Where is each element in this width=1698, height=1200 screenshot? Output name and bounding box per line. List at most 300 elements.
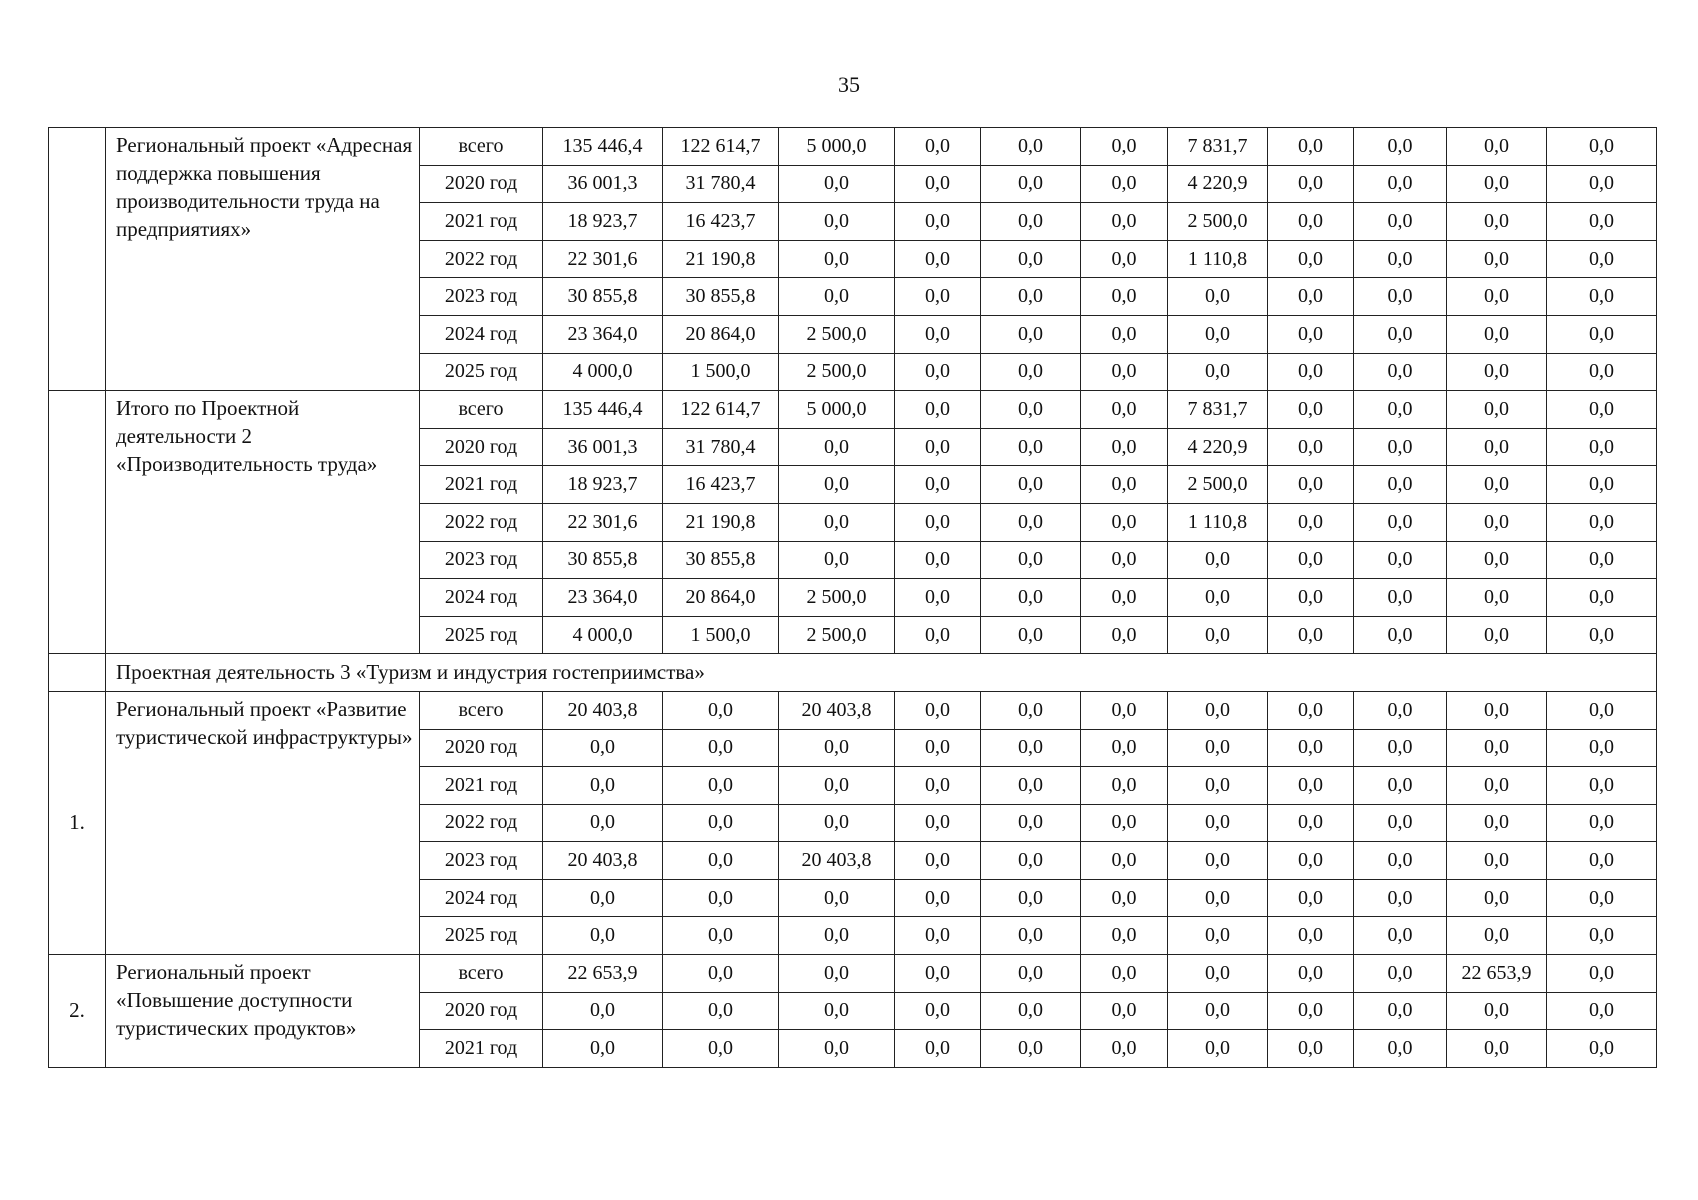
section-row bbox=[49, 654, 1657, 692]
value-cell: 0,0 bbox=[1168, 955, 1268, 993]
value-cell: 0,0 bbox=[779, 240, 895, 278]
value-cell: 0,0 bbox=[543, 992, 663, 1030]
value-cell: 0,0 bbox=[1081, 391, 1168, 429]
period-cell: всего bbox=[420, 128, 543, 166]
value-cell: 0,0 bbox=[981, 1030, 1081, 1068]
value-cell: 0,0 bbox=[1354, 917, 1447, 955]
value-cell: 0,0 bbox=[981, 691, 1081, 729]
value-cell: 0,0 bbox=[981, 729, 1081, 767]
project-name-cell: Региональный проект «Адресная поддержка повышения производительности труда на предприятиях» bbox=[106, 128, 420, 391]
value-cell: 0,0 bbox=[1547, 616, 1657, 654]
value-cell: 4 220,9 bbox=[1168, 428, 1268, 466]
period-cell: 2023 год bbox=[420, 278, 543, 316]
row-number-cell: 2. bbox=[49, 955, 106, 1068]
period-cell: 2021 год bbox=[420, 767, 543, 805]
value-cell: 0,0 bbox=[1354, 804, 1447, 842]
value-cell: 0,0 bbox=[1268, 503, 1354, 541]
value-cell: 23 364,0 bbox=[543, 315, 663, 353]
value-cell: 0,0 bbox=[779, 541, 895, 579]
value-cell: 0,0 bbox=[779, 203, 895, 241]
value-cell: 0,0 bbox=[895, 315, 981, 353]
value-cell: 0,0 bbox=[1547, 992, 1657, 1030]
value-cell: 0,0 bbox=[1547, 353, 1657, 391]
value-cell: 0,0 bbox=[1168, 691, 1268, 729]
value-cell: 0,0 bbox=[895, 804, 981, 842]
value-cell: 0,0 bbox=[1547, 128, 1657, 166]
value-cell: 0,0 bbox=[895, 466, 981, 504]
value-cell: 0,0 bbox=[1547, 1030, 1657, 1068]
value-cell: 0,0 bbox=[981, 203, 1081, 241]
value-cell: 0,0 bbox=[1447, 1030, 1547, 1068]
value-cell: 31 780,4 bbox=[663, 165, 779, 203]
value-cell: 0,0 bbox=[1547, 767, 1657, 805]
value-cell: 4 000,0 bbox=[543, 616, 663, 654]
value-cell: 0,0 bbox=[1354, 466, 1447, 504]
value-cell: 0,0 bbox=[1081, 767, 1168, 805]
period-cell: 2025 год bbox=[420, 353, 543, 391]
value-cell: 0,0 bbox=[1081, 278, 1168, 316]
value-cell: 0,0 bbox=[663, 917, 779, 955]
value-cell: 0,0 bbox=[1354, 616, 1447, 654]
value-cell: 0,0 bbox=[1354, 353, 1447, 391]
table-row bbox=[49, 955, 1657, 993]
value-cell: 0,0 bbox=[1447, 128, 1547, 166]
value-cell: 0,0 bbox=[895, 128, 981, 166]
value-cell: 0,0 bbox=[779, 992, 895, 1030]
period-cell: 2024 год bbox=[420, 579, 543, 617]
value-cell: 5 000,0 bbox=[779, 128, 895, 166]
value-cell: 0,0 bbox=[895, 842, 981, 880]
value-cell: 0,0 bbox=[1081, 842, 1168, 880]
value-cell: 0,0 bbox=[1447, 579, 1547, 617]
period-cell: всего bbox=[420, 691, 543, 729]
value-cell: 0,0 bbox=[779, 503, 895, 541]
row-number-cell: 1. bbox=[49, 691, 106, 954]
value-cell: 18 923,7 bbox=[543, 203, 663, 241]
value-cell: 0,0 bbox=[1354, 729, 1447, 767]
value-cell: 20 403,8 bbox=[779, 842, 895, 880]
value-cell: 2 500,0 bbox=[779, 579, 895, 617]
value-cell: 0,0 bbox=[543, 729, 663, 767]
value-cell: 0,0 bbox=[1168, 315, 1268, 353]
value-cell: 0,0 bbox=[1081, 203, 1168, 241]
value-cell: 0,0 bbox=[1268, 428, 1354, 466]
value-cell: 0,0 bbox=[543, 1030, 663, 1068]
value-cell: 0,0 bbox=[543, 917, 663, 955]
value-cell: 31 780,4 bbox=[663, 428, 779, 466]
value-cell: 0,0 bbox=[981, 503, 1081, 541]
value-cell: 0,0 bbox=[663, 767, 779, 805]
period-cell: всего bbox=[420, 955, 543, 993]
value-cell: 0,0 bbox=[1081, 804, 1168, 842]
value-cell: 0,0 bbox=[1268, 804, 1354, 842]
value-cell: 0,0 bbox=[895, 503, 981, 541]
value-cell: 0,0 bbox=[1547, 203, 1657, 241]
value-cell: 36 001,3 bbox=[543, 165, 663, 203]
value-cell: 0,0 bbox=[981, 767, 1081, 805]
value-cell: 0,0 bbox=[981, 240, 1081, 278]
value-cell: 122 614,7 bbox=[663, 391, 779, 429]
value-cell: 0,0 bbox=[1354, 203, 1447, 241]
value-cell: 0,0 bbox=[779, 917, 895, 955]
value-cell: 0,0 bbox=[981, 466, 1081, 504]
value-cell: 0,0 bbox=[1447, 315, 1547, 353]
value-cell: 0,0 bbox=[663, 729, 779, 767]
value-cell: 0,0 bbox=[895, 353, 981, 391]
value-cell: 0,0 bbox=[1081, 165, 1168, 203]
value-cell: 0,0 bbox=[895, 767, 981, 805]
value-cell: 0,0 bbox=[981, 428, 1081, 466]
period-cell: 2024 год bbox=[420, 879, 543, 917]
value-cell: 0,0 bbox=[1547, 804, 1657, 842]
value-cell: 0,0 bbox=[1081, 992, 1168, 1030]
value-cell: 0,0 bbox=[779, 466, 895, 504]
value-cell: 0,0 bbox=[1268, 541, 1354, 579]
value-cell: 0,0 bbox=[1547, 541, 1657, 579]
table-row bbox=[49, 391, 1657, 429]
value-cell: 0,0 bbox=[779, 804, 895, 842]
value-cell: 0,0 bbox=[895, 917, 981, 955]
value-cell: 0,0 bbox=[1547, 428, 1657, 466]
value-cell: 0,0 bbox=[1268, 203, 1354, 241]
value-cell: 22 301,6 bbox=[543, 503, 663, 541]
value-cell: 0,0 bbox=[1081, 579, 1168, 617]
value-cell: 0,0 bbox=[895, 391, 981, 429]
value-cell: 0,0 bbox=[981, 579, 1081, 617]
value-cell: 122 614,7 bbox=[663, 128, 779, 166]
value-cell: 0,0 bbox=[981, 955, 1081, 993]
value-cell: 1 500,0 bbox=[663, 353, 779, 391]
value-cell: 22 653,9 bbox=[1447, 955, 1547, 993]
value-cell: 0,0 bbox=[1354, 1030, 1447, 1068]
value-cell: 0,0 bbox=[1168, 917, 1268, 955]
value-cell: 0,0 bbox=[779, 879, 895, 917]
project-name-cell: Региональный проект «Развитие туристической инфраструктуры» bbox=[106, 691, 420, 954]
value-cell: 0,0 bbox=[1354, 992, 1447, 1030]
value-cell: 0,0 bbox=[1547, 278, 1657, 316]
value-cell: 0,0 bbox=[1168, 1030, 1268, 1068]
value-cell: 0,0 bbox=[895, 955, 981, 993]
value-cell: 0,0 bbox=[1447, 503, 1547, 541]
period-cell: 2021 год bbox=[420, 1030, 543, 1068]
value-cell: 0,0 bbox=[1268, 128, 1354, 166]
value-cell: 0,0 bbox=[1354, 955, 1447, 993]
value-cell: 0,0 bbox=[1168, 804, 1268, 842]
value-cell: 0,0 bbox=[1168, 616, 1268, 654]
row-number-cell bbox=[49, 128, 106, 391]
value-cell: 0,0 bbox=[1081, 1030, 1168, 1068]
value-cell: 0,0 bbox=[1168, 729, 1268, 767]
value-cell: 0,0 bbox=[1447, 767, 1547, 805]
value-cell: 16 423,7 bbox=[663, 466, 779, 504]
value-cell: 0,0 bbox=[1547, 879, 1657, 917]
value-cell: 0,0 bbox=[981, 541, 1081, 579]
period-cell: 2020 год bbox=[420, 428, 543, 466]
value-cell: 4 220,9 bbox=[1168, 165, 1268, 203]
value-cell: 0,0 bbox=[1447, 842, 1547, 880]
value-cell: 0,0 bbox=[981, 391, 1081, 429]
value-cell: 0,0 bbox=[1081, 691, 1168, 729]
value-cell: 0,0 bbox=[663, 879, 779, 917]
value-cell: 0,0 bbox=[1268, 691, 1354, 729]
value-cell: 0,0 bbox=[779, 1030, 895, 1068]
value-cell: 0,0 bbox=[895, 203, 981, 241]
value-cell: 0,0 bbox=[1081, 315, 1168, 353]
period-cell: 2020 год bbox=[420, 992, 543, 1030]
period-cell: 2020 год bbox=[420, 165, 543, 203]
value-cell: 0,0 bbox=[1354, 842, 1447, 880]
value-cell: 0,0 bbox=[1268, 616, 1354, 654]
value-cell: 0,0 bbox=[1547, 391, 1657, 429]
value-cell: 22 301,6 bbox=[543, 240, 663, 278]
value-cell: 0,0 bbox=[1354, 579, 1447, 617]
value-cell: 7 831,7 bbox=[1168, 391, 1268, 429]
table-row bbox=[49, 691, 1657, 729]
value-cell: 0,0 bbox=[1354, 165, 1447, 203]
budget-table bbox=[48, 127, 1657, 1068]
value-cell: 0,0 bbox=[1547, 466, 1657, 504]
value-cell: 0,0 bbox=[1447, 428, 1547, 466]
value-cell: 0,0 bbox=[1447, 879, 1547, 917]
value-cell: 0,0 bbox=[981, 315, 1081, 353]
value-cell: 0,0 bbox=[981, 165, 1081, 203]
period-cell: 2024 год bbox=[420, 315, 543, 353]
period-cell: 2022 год bbox=[420, 503, 543, 541]
value-cell: 0,0 bbox=[1268, 767, 1354, 805]
value-cell: 0,0 bbox=[1268, 992, 1354, 1030]
value-cell: 0,0 bbox=[1081, 955, 1168, 993]
value-cell: 0,0 bbox=[1447, 240, 1547, 278]
value-cell: 20 403,8 bbox=[543, 842, 663, 880]
value-cell: 0,0 bbox=[981, 842, 1081, 880]
value-cell: 0,0 bbox=[1447, 616, 1547, 654]
value-cell: 0,0 bbox=[1354, 767, 1447, 805]
value-cell: 0,0 bbox=[1447, 466, 1547, 504]
value-cell: 0,0 bbox=[1447, 391, 1547, 429]
value-cell: 0,0 bbox=[981, 128, 1081, 166]
value-cell: 0,0 bbox=[1547, 691, 1657, 729]
value-cell: 0,0 bbox=[1168, 879, 1268, 917]
value-cell: 0,0 bbox=[1354, 691, 1447, 729]
value-cell: 0,0 bbox=[1354, 541, 1447, 579]
value-cell: 0,0 bbox=[1081, 128, 1168, 166]
value-cell: 20 864,0 bbox=[663, 579, 779, 617]
value-cell: 135 446,4 bbox=[543, 391, 663, 429]
value-cell: 0,0 bbox=[779, 729, 895, 767]
period-cell: 2022 год bbox=[420, 804, 543, 842]
value-cell: 0,0 bbox=[895, 691, 981, 729]
row-number-cell bbox=[49, 654, 106, 692]
value-cell: 0,0 bbox=[1268, 240, 1354, 278]
value-cell: 7 831,7 bbox=[1168, 128, 1268, 166]
period-cell: 2020 год bbox=[420, 729, 543, 767]
value-cell: 0,0 bbox=[1268, 1030, 1354, 1068]
value-cell: 20 864,0 bbox=[663, 315, 779, 353]
value-cell: 0,0 bbox=[1547, 842, 1657, 880]
value-cell: 0,0 bbox=[1268, 579, 1354, 617]
value-cell: 0,0 bbox=[1447, 691, 1547, 729]
value-cell: 0,0 bbox=[1268, 879, 1354, 917]
value-cell: 0,0 bbox=[1268, 955, 1354, 993]
value-cell: 0,0 bbox=[895, 541, 981, 579]
value-cell: 1 110,8 bbox=[1168, 503, 1268, 541]
value-cell: 0,0 bbox=[895, 240, 981, 278]
period-cell: 2025 год bbox=[420, 917, 543, 955]
value-cell: 0,0 bbox=[1268, 278, 1354, 316]
value-cell: 0,0 bbox=[1268, 729, 1354, 767]
page-number: 35 bbox=[838, 72, 860, 97]
value-cell: 0,0 bbox=[895, 616, 981, 654]
value-cell: 0,0 bbox=[1447, 203, 1547, 241]
value-cell: 2 500,0 bbox=[1168, 466, 1268, 504]
value-cell: 0,0 bbox=[663, 992, 779, 1030]
value-cell: 18 923,7 bbox=[543, 466, 663, 504]
value-cell: 0,0 bbox=[1354, 503, 1447, 541]
value-cell: 0,0 bbox=[1268, 842, 1354, 880]
value-cell: 1 110,8 bbox=[1168, 240, 1268, 278]
value-cell: 0,0 bbox=[981, 917, 1081, 955]
value-cell: 0,0 bbox=[779, 955, 895, 993]
value-cell: 0,0 bbox=[1081, 917, 1168, 955]
value-cell: 0,0 bbox=[1547, 579, 1657, 617]
project-name-cell: Региональный проект «Повышение доступности туристических продуктов» bbox=[106, 955, 420, 1068]
budget-table-body bbox=[49, 128, 1657, 1068]
value-cell: 16 423,7 bbox=[663, 203, 779, 241]
value-cell: 0,0 bbox=[1547, 240, 1657, 278]
value-cell: 0,0 bbox=[1447, 804, 1547, 842]
value-cell: 21 190,8 bbox=[663, 240, 779, 278]
value-cell: 0,0 bbox=[1547, 503, 1657, 541]
value-cell: 0,0 bbox=[1168, 353, 1268, 391]
value-cell: 20 403,8 bbox=[543, 691, 663, 729]
value-cell: 0,0 bbox=[1354, 278, 1447, 316]
value-cell: 0,0 bbox=[1447, 165, 1547, 203]
value-cell: 0,0 bbox=[1447, 917, 1547, 955]
value-cell: 0,0 bbox=[981, 353, 1081, 391]
value-cell: 135 446,4 bbox=[543, 128, 663, 166]
value-cell: 0,0 bbox=[1354, 428, 1447, 466]
period-cell: всего bbox=[420, 391, 543, 429]
value-cell: 0,0 bbox=[1354, 128, 1447, 166]
value-cell: 0,0 bbox=[779, 767, 895, 805]
period-cell: 2022 год bbox=[420, 240, 543, 278]
value-cell: 2 500,0 bbox=[1168, 203, 1268, 241]
value-cell: 4 000,0 bbox=[543, 353, 663, 391]
value-cell: 0,0 bbox=[1447, 729, 1547, 767]
value-cell: 0,0 bbox=[779, 278, 895, 316]
value-cell: 20 403,8 bbox=[779, 691, 895, 729]
value-cell: 0,0 bbox=[981, 992, 1081, 1030]
value-cell: 0,0 bbox=[1168, 278, 1268, 316]
table-row bbox=[49, 128, 1657, 166]
value-cell: 0,0 bbox=[663, 1030, 779, 1068]
value-cell: 0,0 bbox=[981, 616, 1081, 654]
value-cell: 0,0 bbox=[1354, 391, 1447, 429]
value-cell: 0,0 bbox=[543, 804, 663, 842]
row-number-cell bbox=[49, 391, 106, 654]
value-cell: 0,0 bbox=[895, 278, 981, 316]
value-cell: 2 500,0 bbox=[779, 353, 895, 391]
value-cell: 0,0 bbox=[1447, 278, 1547, 316]
value-cell: 5 000,0 bbox=[779, 391, 895, 429]
value-cell: 30 855,8 bbox=[543, 541, 663, 579]
value-cell: 0,0 bbox=[981, 804, 1081, 842]
value-cell: 0,0 bbox=[1354, 879, 1447, 917]
value-cell: 30 855,8 bbox=[663, 541, 779, 579]
value-cell: 2 500,0 bbox=[779, 616, 895, 654]
value-cell: 0,0 bbox=[1168, 579, 1268, 617]
value-cell: 0,0 bbox=[1268, 165, 1354, 203]
value-cell: 0,0 bbox=[1081, 240, 1168, 278]
value-cell: 0,0 bbox=[1168, 992, 1268, 1030]
value-cell: 0,0 bbox=[543, 879, 663, 917]
value-cell: 23 364,0 bbox=[543, 579, 663, 617]
value-cell: 0,0 bbox=[981, 879, 1081, 917]
value-cell: 0,0 bbox=[663, 842, 779, 880]
value-cell: 0,0 bbox=[663, 955, 779, 993]
value-cell: 0,0 bbox=[981, 278, 1081, 316]
value-cell: 0,0 bbox=[895, 579, 981, 617]
value-cell: 0,0 bbox=[1547, 729, 1657, 767]
value-cell: 0,0 bbox=[895, 879, 981, 917]
value-cell: 0,0 bbox=[1547, 955, 1657, 993]
value-cell: 0,0 bbox=[895, 428, 981, 466]
value-cell: 0,0 bbox=[1447, 992, 1547, 1030]
value-cell: 30 855,8 bbox=[543, 278, 663, 316]
value-cell: 0,0 bbox=[1268, 353, 1354, 391]
section-title: Проектная деятельность 3 «Туризм и индустрия гостеприимства» bbox=[106, 654, 1657, 692]
value-cell: 0,0 bbox=[1081, 729, 1168, 767]
value-cell: 0,0 bbox=[663, 804, 779, 842]
value-cell: 0,0 bbox=[1354, 240, 1447, 278]
value-cell: 0,0 bbox=[1081, 353, 1168, 391]
period-cell: 2025 год bbox=[420, 616, 543, 654]
value-cell: 0,0 bbox=[1268, 315, 1354, 353]
value-cell: 0,0 bbox=[543, 767, 663, 805]
value-cell: 0,0 bbox=[895, 1030, 981, 1068]
value-cell: 0,0 bbox=[1547, 917, 1657, 955]
period-cell: 2021 год bbox=[420, 466, 543, 504]
value-cell: 36 001,3 bbox=[543, 428, 663, 466]
value-cell: 0,0 bbox=[1081, 503, 1168, 541]
value-cell: 0,0 bbox=[779, 165, 895, 203]
project-name-cell: Итого по Проектной деятельности 2 «Производительность труда» bbox=[106, 391, 420, 654]
value-cell: 0,0 bbox=[1547, 315, 1657, 353]
period-cell: 2023 год bbox=[420, 541, 543, 579]
value-cell: 0,0 bbox=[1081, 466, 1168, 504]
value-cell: 0,0 bbox=[1081, 428, 1168, 466]
value-cell: 0,0 bbox=[1168, 541, 1268, 579]
value-cell: 30 855,8 bbox=[663, 278, 779, 316]
value-cell: 0,0 bbox=[895, 729, 981, 767]
value-cell: 0,0 bbox=[1268, 391, 1354, 429]
value-cell: 0,0 bbox=[1081, 879, 1168, 917]
period-cell: 2023 год bbox=[420, 842, 543, 880]
value-cell: 0,0 bbox=[1447, 541, 1547, 579]
value-cell: 2 500,0 bbox=[779, 315, 895, 353]
value-cell: 0,0 bbox=[1268, 917, 1354, 955]
value-cell: 0,0 bbox=[779, 428, 895, 466]
value-cell: 0,0 bbox=[1547, 165, 1657, 203]
value-cell: 0,0 bbox=[1447, 353, 1547, 391]
value-cell: 0,0 bbox=[1168, 842, 1268, 880]
value-cell: 0,0 bbox=[1081, 616, 1168, 654]
value-cell: 0,0 bbox=[1354, 315, 1447, 353]
value-cell: 21 190,8 bbox=[663, 503, 779, 541]
period-cell: 2021 год bbox=[420, 203, 543, 241]
value-cell: 0,0 bbox=[1268, 466, 1354, 504]
value-cell: 0,0 bbox=[663, 691, 779, 729]
